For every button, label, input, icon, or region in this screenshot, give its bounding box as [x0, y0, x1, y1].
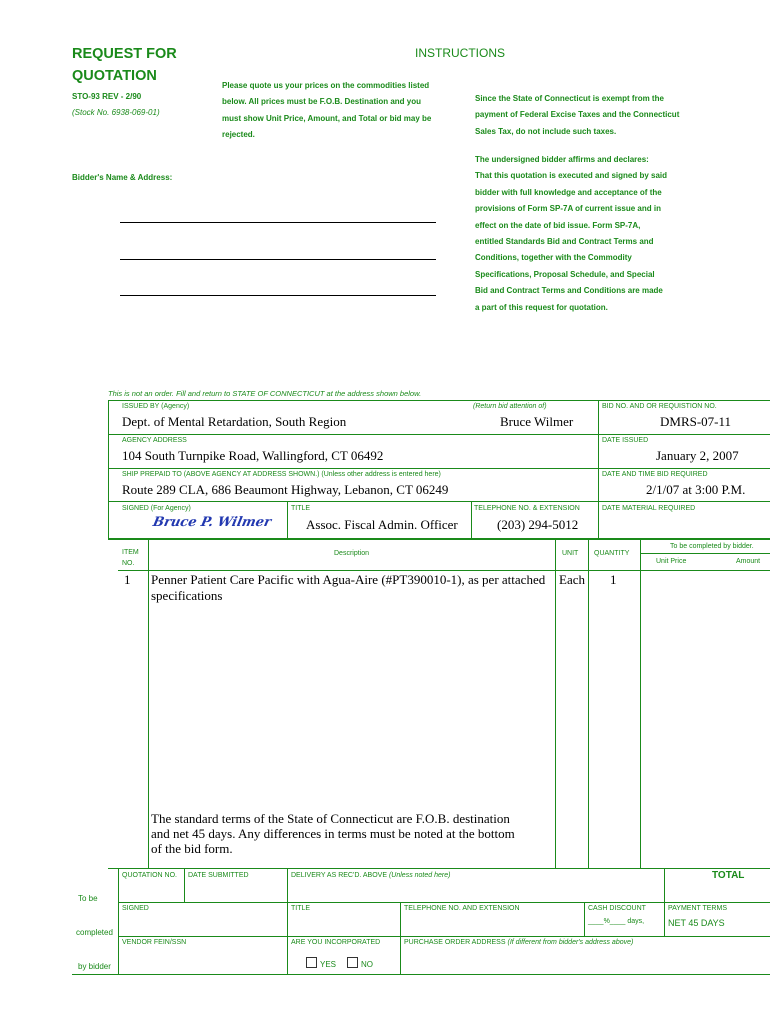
- signed-agency-label: SIGNED (For Agency): [122, 505, 191, 512]
- rule: [598, 400, 599, 538]
- terms-note-line2: and net 45 days. Any differences in terms must be noted at the bottom: [151, 826, 515, 841]
- instruction-line: must show Unit Price, Amount, and Total or bid may be: [222, 113, 432, 123]
- delivery-note: (Unless noted here): [388, 872, 451, 879]
- form-title-line1: REQUEST FOR: [72, 46, 177, 62]
- affirm-line: bidder with full knowledge and acceptance of the: [475, 187, 662, 197]
- date-time-bid-label: DATE AND TIME BID REQUIRED: [602, 471, 708, 478]
- item-description-line2: specifications: [151, 588, 223, 603]
- col-unit-header: UNIT: [562, 550, 579, 557]
- col-description-header: Description: [334, 550, 370, 557]
- rule: [118, 902, 770, 903]
- rule: [108, 501, 770, 502]
- date-submitted-label: DATE SUBMITTED: [188, 872, 249, 879]
- rule: [471, 501, 472, 538]
- total-label: TOTAL: [712, 870, 745, 881]
- instructions-col2: [475, 91, 679, 140]
- rule: [108, 434, 770, 435]
- rule: [108, 400, 109, 538]
- bidder-address-line-1[interactable]: [120, 259, 436, 260]
- rule: [400, 902, 401, 974]
- return-attention-label: (Return bid attention of): [473, 403, 547, 410]
- title-label: TITLE: [291, 505, 311, 512]
- affirm-line: Conditions, together with the Commodity: [475, 253, 632, 263]
- bidder-telephone-label: TELEPHONE NO. AND EXTENSION: [404, 905, 520, 912]
- po-address-label: [404, 939, 633, 946]
- col-unit-price-header: Unit Price: [656, 558, 687, 565]
- instruction-line: rejected.: [222, 130, 255, 140]
- item-description-line1: Penner Patient Care Pacific with Agua-Aire (#PT390010-1), as per attached: [151, 572, 546, 587]
- no-checkbox[interactable]: [347, 957, 358, 968]
- rule: [118, 936, 770, 937]
- signer-telephone: (203) 294-5012: [497, 517, 579, 532]
- instruction-line: payment of Federal Excise Taxes and the Connecticut: [475, 110, 680, 120]
- issued-by-label: ISSUED BY (Agency): [122, 403, 190, 410]
- rule: [108, 868, 770, 869]
- delivery-label: [291, 872, 450, 879]
- quotation-no-label: QUOTATION NO.: [122, 872, 177, 879]
- no-label: NO: [361, 960, 373, 969]
- bidder-address-line-2[interactable]: [120, 295, 436, 296]
- rule: [108, 468, 770, 469]
- date-material-label: DATE MATERIAL REQUIRED: [602, 505, 696, 512]
- affirm-line: That this quotation is executed and signed by said: [475, 171, 668, 181]
- rule: [72, 974, 770, 975]
- item-unit: Each: [559, 572, 585, 587]
- item-number: 1: [124, 572, 131, 587]
- affirm-line: entitled Standards Bid and Contract Terms and: [475, 236, 654, 246]
- yes-label: YES: [320, 960, 337, 969]
- signed-label: SIGNED: [122, 905, 149, 912]
- ship-prepaid-label: SHIP PREPAID TO (ABOVE AGENCY AT ADDRESS SHOWN.) (Unless other address is entered here): [122, 471, 441, 478]
- bidder-affirmation: [475, 152, 667, 316]
- to-be-label: To be: [78, 894, 98, 903]
- bid-number-label: BID NO. AND OR REQUISTION NO.: [602, 403, 717, 410]
- col-quantity-header: QUANTITY: [594, 550, 630, 557]
- bid-number: DMRS-07-11: [660, 414, 732, 429]
- item-quantity: 1: [610, 572, 617, 587]
- po-address-note: (If different from bidder's address above): [507, 939, 634, 946]
- incorporated-label: ARE YOU INCORPORATED: [291, 939, 381, 946]
- instruction-line: Since the State of Connecticut is exempt from the: [475, 94, 664, 103]
- payment-terms-label: PAYMENT TERMS: [668, 905, 727, 912]
- instruction-line: below. All prices must be F.O.B. Destination and you: [222, 97, 421, 107]
- cash-discount-label: CASH DISCOUNT: [588, 905, 646, 912]
- agency-address-label: AGENCY ADDRESS: [122, 437, 187, 444]
- agency-address: 104 South Turnpike Road, Wallingford, CT 06492: [122, 448, 384, 463]
- by-bidder-label: by bidder: [78, 962, 111, 971]
- cash-discount-fill[interactable]: ____%____ days,: [588, 918, 645, 925]
- affirm-line: The undersigned bidder affirms and declares:: [475, 155, 649, 164]
- rule: [118, 570, 770, 571]
- bidder-name-address-label: Bidder's Name & Address:: [72, 173, 173, 182]
- agency-signature: Bruce P. Wilmer: [151, 515, 273, 530]
- bid-due-date: 2/1/07 at 3:00 P.M.: [646, 482, 746, 497]
- rule: [148, 540, 149, 868]
- bidder-title-label: TITLE: [291, 905, 311, 912]
- not-an-order-note: This is not an order. Fill and return to STATE OF CONNECTICUT at the address shown below.: [108, 389, 422, 398]
- instructions-title: INSTRUCTIONS: [415, 46, 505, 60]
- affirm-line: a part of this request for quotation.: [475, 302, 608, 312]
- rule: [287, 501, 288, 538]
- form-title-line2: QUOTATION: [72, 68, 157, 84]
- signer-title: Assoc. Fiscal Admin. Officer: [306, 517, 458, 532]
- net-days-value: NET 45 DAYS: [668, 918, 725, 928]
- affirm-line: effect on the date of bid issue. Form SP-7A,: [475, 220, 641, 230]
- affirm-line: provisions of Form SP-7A of current issue and in: [475, 204, 661, 214]
- incorporated-yes[interactable]: [306, 957, 336, 969]
- col-no-header: NO.: [122, 560, 135, 567]
- bidder-name-line[interactable]: [120, 222, 436, 223]
- instruction-line: Sales Tax, do not include such taxes.: [475, 126, 617, 136]
- terms-note-line3: of the bid form.: [151, 841, 233, 856]
- po-address-text: PURCHASE ORDER ADDRESS: [404, 939, 506, 946]
- incorporated-no[interactable]: [347, 957, 373, 969]
- col-amount-header: Amount: [736, 558, 761, 565]
- rule: [287, 868, 288, 974]
- delivery-text: DELIVERY AS REC'D. ABOVE: [291, 872, 388, 879]
- rule: [555, 540, 556, 868]
- stock-number: (Stock No. 6938-069-01): [72, 108, 160, 117]
- rule: [664, 868, 665, 936]
- date-issued: January 2, 2007: [656, 448, 739, 463]
- affirm-line: Bid and Contract Terms and Conditions are made: [475, 286, 663, 296]
- rule: [584, 902, 585, 936]
- terms-note-line1: The standard terms of the State of Connecticut are F.O.B. destination: [151, 811, 510, 826]
- ship-to-address: Route 289 CLA, 686 Beaumont Highway, Lebanon, CT 06249: [122, 482, 449, 497]
- issuing-agency: Dept. of Mental Retardation, South Region: [122, 414, 347, 429]
- rule: [118, 868, 119, 974]
- rule: [640, 553, 770, 554]
- yes-checkbox[interactable]: [306, 957, 317, 968]
- date-issued-label: DATE ISSUED: [602, 437, 649, 444]
- rule: [108, 400, 770, 401]
- rule: [108, 538, 770, 540]
- form-number: STO-93 REV - 2/90: [72, 92, 142, 101]
- rule: [184, 868, 185, 902]
- attention-name: Bruce Wilmer: [500, 414, 574, 429]
- instruction-line: Please quote us your prices on the commodities listed: [222, 81, 430, 90]
- bidder-complete-note: To be completed by bidder.: [670, 543, 754, 550]
- instructions-col1: [222, 78, 431, 144]
- vendor-fein-label: VENDOR FEIN/SSN: [122, 939, 187, 946]
- affirm-line: Specifications, Proposal Schedule, and Special: [475, 269, 655, 279]
- completed-label: completed: [76, 928, 113, 937]
- telephone-label: TELEPHONE NO. & EXTENSION: [474, 505, 580, 512]
- rule: [588, 540, 589, 868]
- rule: [640, 540, 641, 868]
- col-item-header: ITEM: [122, 549, 139, 556]
